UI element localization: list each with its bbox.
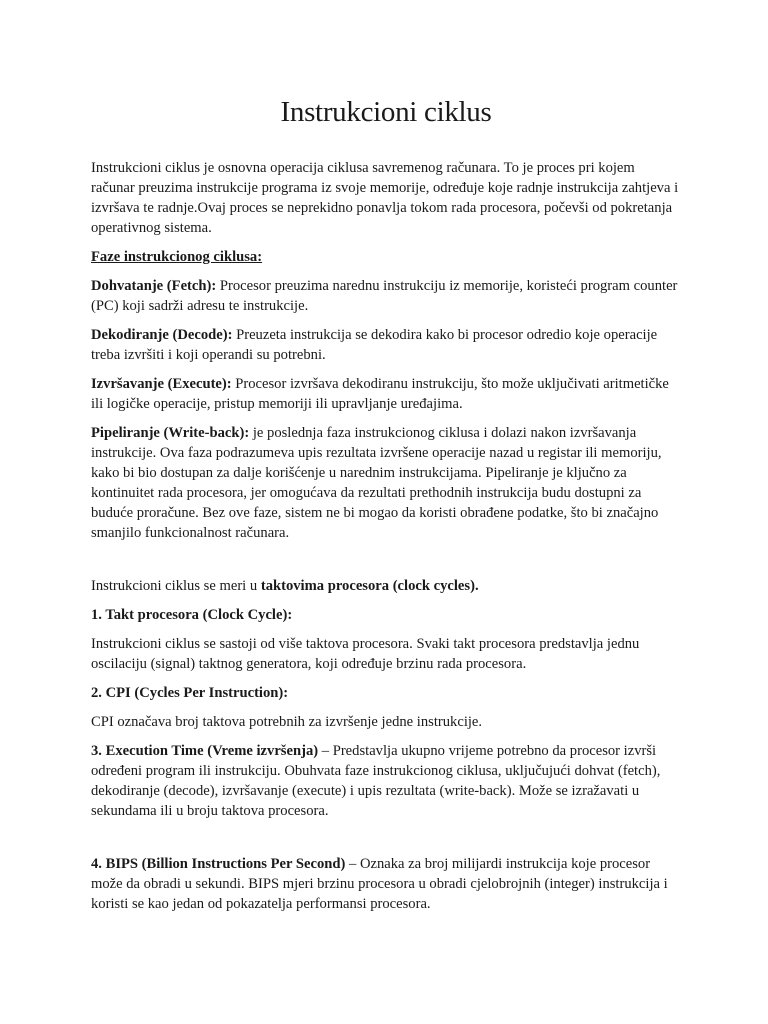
phase-text: Procesor izvršava dekodiranu instrukciju, što može uključivati aritmetičke ili logičke operacije, pristup memoriji ili upravljanje uređajima. xyxy=(91,376,669,412)
measure-bold: taktovima procesora (clock cycles). xyxy=(260,578,479,594)
phase-term: Dekodiranje (Decode): xyxy=(91,327,233,343)
cpi-heading: 2. CPI (Cycles Per Instruction): xyxy=(91,685,289,701)
bips-term: 4. BIPS (Billion Instructions Per Second) xyxy=(91,856,346,872)
cpi-text: CPI označava broj taktova potrebnih za izvršenje jedne instrukcije. xyxy=(91,714,483,730)
phases-heading: Faze instrukcionog ciklusa: xyxy=(91,249,263,265)
phase-execute xyxy=(91,374,681,414)
intro-paragraph: Instrukcioni ciklus je osnovna operacija ciklusa savremenog računara. To je proces pri kojem računar preuzima instrukcije programa iz svoje memorije, određuje koje radnje instrukcija zahtjeva i izvršava te radnje.Ovaj proces se neprekidno ponavlja tokom rada procesora, počevši od pokretanja operativnog sistema. xyxy=(91,160,679,236)
document-page xyxy=(91,94,681,923)
phase-term: Izvršavanje (Execute): xyxy=(91,376,232,392)
phase-text: je poslednja faza instrukcionog ciklusa i dolazi nakon izvršavanja instrukcije. Ova faza podrazumeva upis rezultata izvršene operacije nazad u registar ili memoriju, kako bi bio dostupan za dalje korišćenje u narednim instrukcijama. Pipeliranje je ključno za kontinuitet rada procesora, jer omogućava da rezultati prethodnih instrukcija budu dostupni za buduće proračune. Bez ove faze, sistem ne bi mogao da koristi obrađene podatke, što bi značajno smanjilo funkcionalnost računara. xyxy=(91,425,662,541)
phase-decode xyxy=(91,325,681,365)
bips-text: – Oznaka za broj milijardi instrukcija koje procesor može da obradi u sekundi. BIPS mjeri brzinu procesora u obradi cjelobrojnih (integer) instrukcija i koristi se kao jedan od pokazatelja performansi procesora. xyxy=(91,856,668,912)
measure-paragraph xyxy=(91,576,681,596)
phase-text: Preuzeta instrukcija se dekodira kako bi procesor odredio koje operacije treba izvršiti i koji operandi su potrebni. xyxy=(91,327,658,363)
phase-write-back xyxy=(91,423,681,543)
bips-paragraph xyxy=(91,854,681,914)
phase-term: Pipeliranje (Write-back): xyxy=(91,425,250,441)
phase-fetch xyxy=(91,276,681,316)
execution-time-paragraph xyxy=(91,741,681,821)
phase-text: Procesor preuzima narednu instrukciju iz memorije, koristeći program counter (PC) koji sadrži adresu te instrukcije. xyxy=(91,278,678,314)
clock-cycle-heading: 1. Takt procesora (Clock Cycle): xyxy=(91,607,293,623)
document-title: Instrukcioni ciklus xyxy=(280,96,492,128)
execution-time-term: 3. Execution Time (Vreme izvršenja) xyxy=(91,743,319,759)
phase-term: Dohvatanje (Fetch): xyxy=(91,278,217,294)
execution-time-text: – Predstavlja ukupno vrijeme potrebno da procesor izvrši određeni program ili instrukciju. Obuhvata faze instrukcionog ciklusa, uključujući dohvat (fetch), dekodiranje (decode), izvršavanje (execute) i upis rezultata (write-back). Može se izražavati u sekundama ili u broju taktova procesora. xyxy=(91,743,661,819)
clock-cycle-text: Instrukcioni ciklus se sastoji od više taktova procesora. Svaki takt procesora predstavlja jednu oscilaciju (signal) taktnog generatora, koji određuje brzinu rada procesora. xyxy=(91,636,640,672)
measure-prefix: Instrukcioni ciklus se meri u xyxy=(91,578,261,594)
